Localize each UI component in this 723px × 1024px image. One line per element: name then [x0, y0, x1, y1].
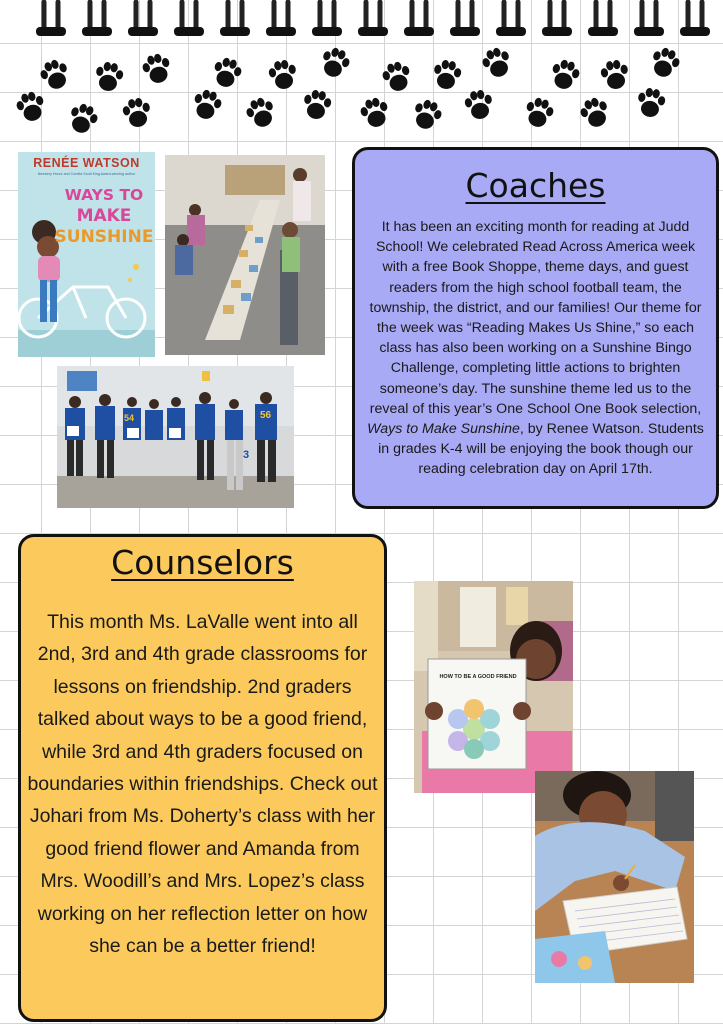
- worksheet-heading: HOW TO BE A GOOD FRIEND: [439, 674, 517, 680]
- paw-print-icon: [405, 93, 449, 137]
- paw-print-icon: [631, 83, 670, 122]
- book-cover-image: [18, 152, 155, 357]
- reflection-letter-photo: [535, 771, 694, 983]
- paw-print-icon: [475, 41, 519, 85]
- book-shoppe-photo: [165, 155, 325, 355]
- paw-print-icon: [459, 85, 498, 124]
- jersey-number-3: 3: [243, 449, 250, 461]
- book-title: [52, 185, 155, 248]
- book-tagline: Newbery Honor and Coretta Scott King Award-winning author: [37, 172, 136, 176]
- coaches-text-part1: It has been an exciting month for reading at Judd School! We celebrated Read Across America week with a free Book Shoppe, theme days, and guest readers from the high school football team, the township, the district, and our families! Our theme for the week was “Reading Makes Us Shine,” so each class has also been working on a Sunshine Bingo Challenge, completing little actions to brighten someone’s day. The sunshine theme led us to the reveal of this year’s One School One Book selection,: [369, 219, 702, 417]
- jersey-number-54: 54: [124, 413, 135, 423]
- paw-print-icon: [595, 55, 634, 94]
- book-author: RENÉE WATSON: [33, 156, 140, 170]
- coaches-heading: Coaches: [465, 166, 606, 205]
- spiral-binding-icon: [0, 0, 723, 40]
- paw-print-icon: [89, 57, 128, 96]
- paw-print-icon: [206, 52, 248, 94]
- counselors-section: [18, 534, 387, 1022]
- coaches-paragraph: [367, 217, 704, 480]
- counselors-heading: Counselors: [111, 543, 294, 582]
- jersey-number-56: 56: [260, 410, 272, 421]
- paw-print-icon: [376, 56, 418, 98]
- paw-print-icon: [354, 92, 396, 134]
- paw-print-icon: [61, 97, 105, 141]
- paw-print-icon: [239, 91, 283, 135]
- paw-print-icon: [186, 84, 228, 126]
- counselors-paragraph: This month Ms. LaValle went into all 2nd, 3rd and 4th grade classrooms for lessons on friendship. 2nd graders talked about ways to be a good friend, while 3rd and 4th graders focused on boundaries within friendships. Check out Johari from Ms. Doherty’s class with her good friend flower and Amanda from Mrs. Woodill’s and Mrs. Lopez’s class working on her reflection letter on how she can be a better friend!: [27, 611, 378, 958]
- book-title-line1: WAYS TO: [64, 186, 144, 204]
- paw-print-icon: [263, 55, 302, 94]
- football-team-photo: [57, 366, 294, 508]
- paw-print-icon: [313, 41, 357, 85]
- paw-print-icon: [643, 41, 687, 85]
- book-title-line3: SUNSHINE: [54, 227, 154, 247]
- paw-print-icon: [427, 55, 466, 94]
- good-friend-flower-photo: [414, 581, 573, 793]
- paw-print-icon: [544, 54, 586, 96]
- paw-print-icon: [297, 85, 336, 124]
- coaches-section: [352, 147, 719, 509]
- paw-print-icon: [518, 92, 560, 134]
- paw-print-icon: [117, 93, 156, 132]
- paw-print-icon: [573, 91, 617, 135]
- coaches-book-title: Ways to Make Sunshine: [367, 421, 520, 438]
- book-title-line2: MAKE: [76, 206, 132, 226]
- paw-print-icon: [136, 48, 178, 90]
- coaches-text-part2: , by Renee Watson. Students in grades K-4 will be enjoying the book though our reading celebration day on April 17th.: [378, 421, 704, 478]
